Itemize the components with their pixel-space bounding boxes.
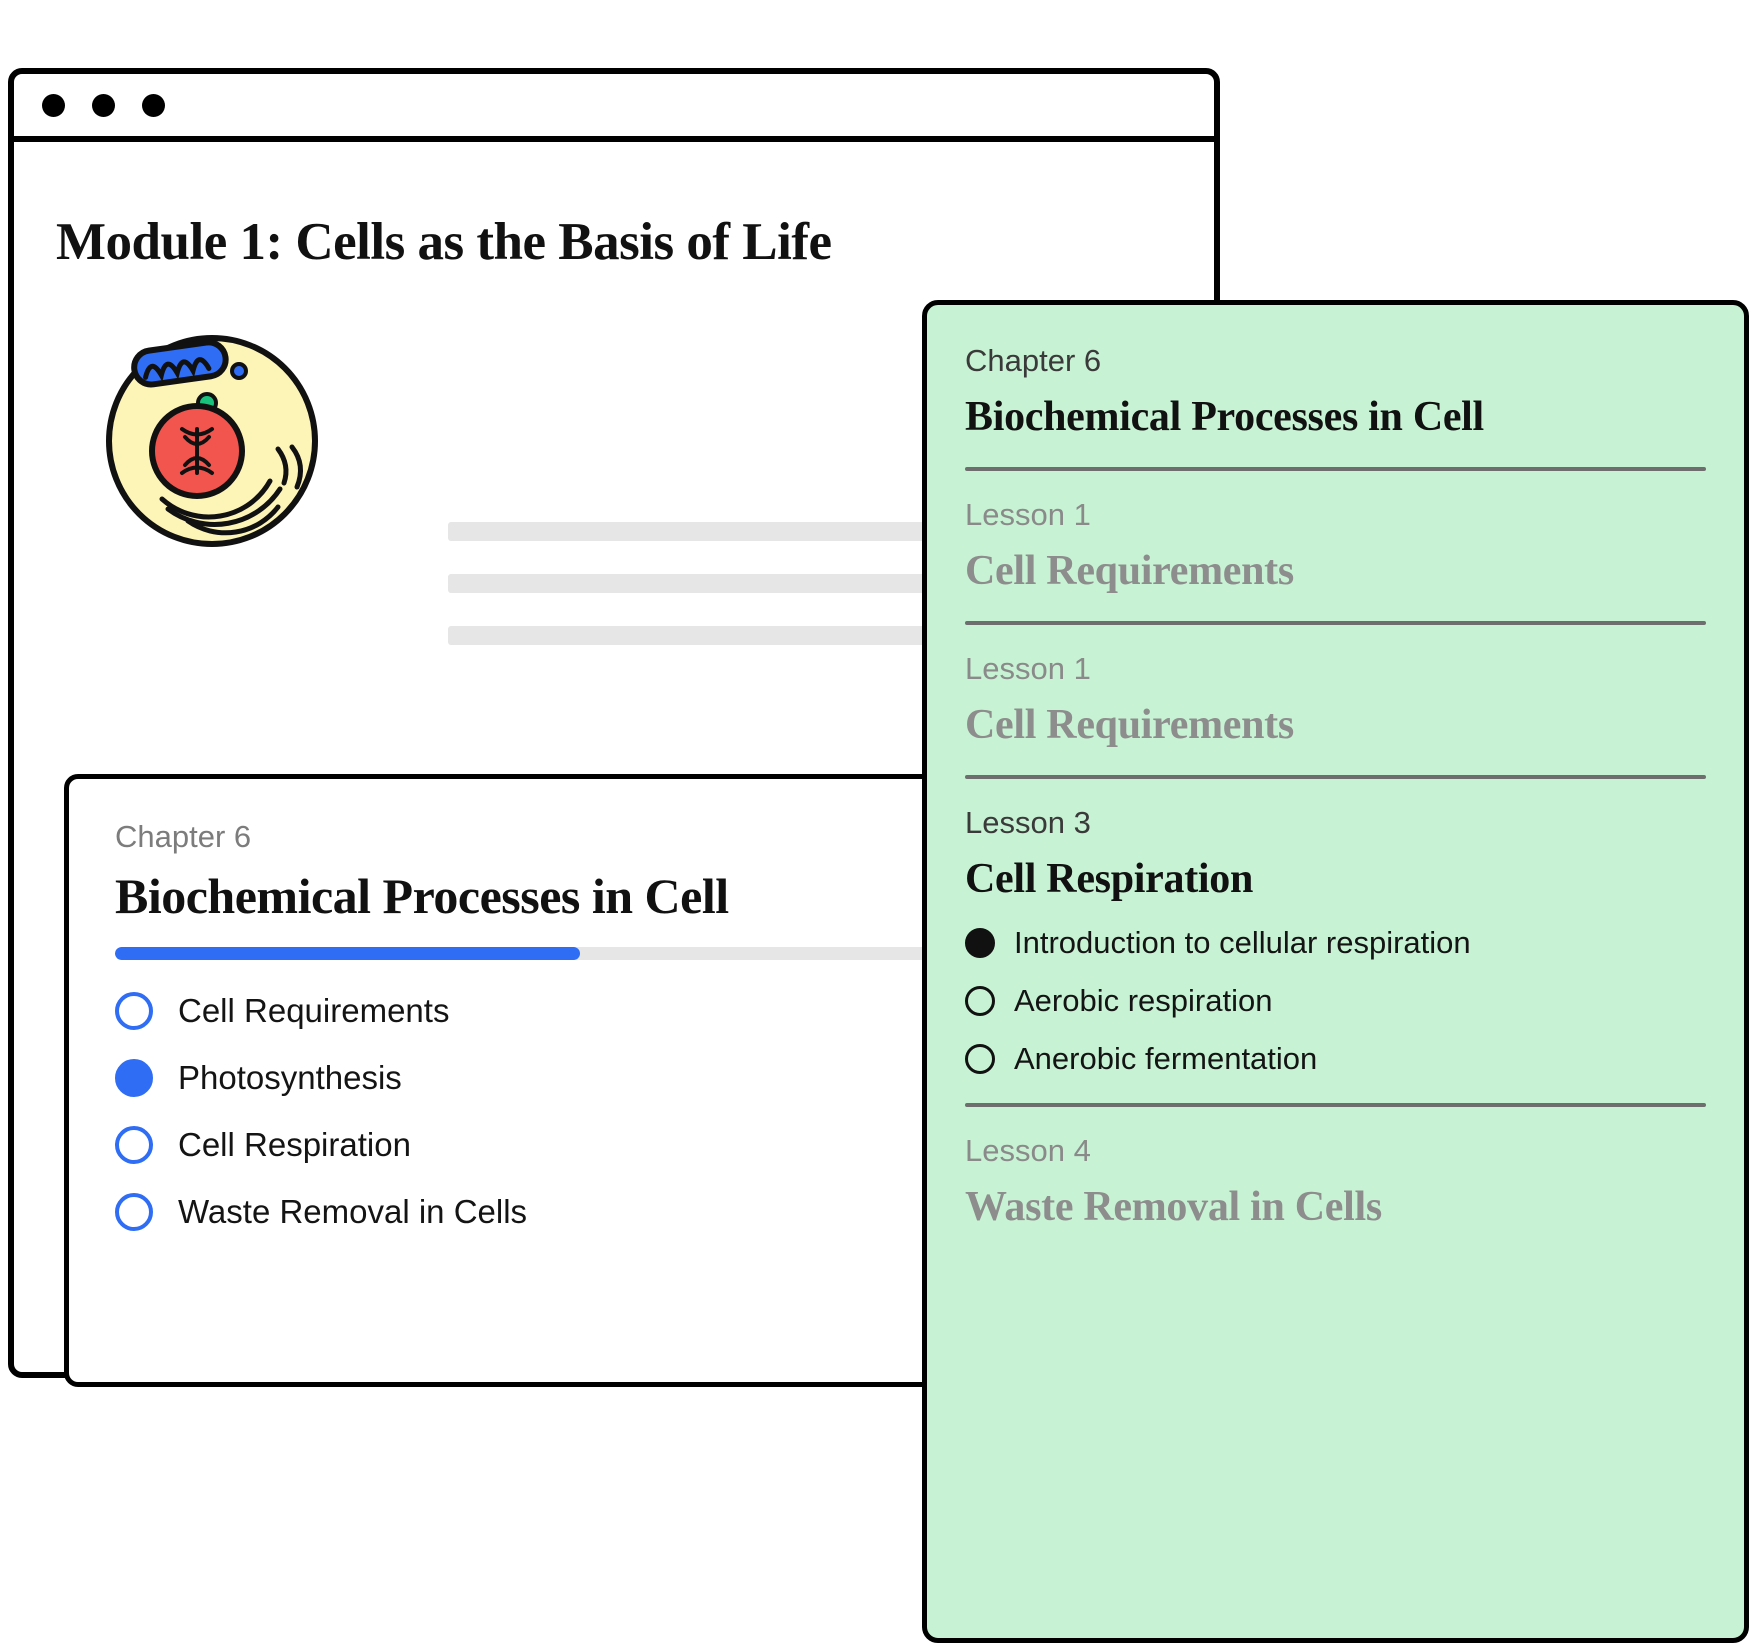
radio-selected-icon[interactable]	[965, 928, 995, 958]
lesson-section-eyebrow: Lesson 1	[965, 651, 1091, 686]
chapter-outline-panel	[922, 300, 1749, 1643]
radio-unselected-icon[interactable]	[115, 1193, 153, 1231]
radio-selected-icon[interactable]	[115, 1059, 153, 1097]
lesson-section[interactable]	[965, 651, 1706, 749]
radio-unselected-icon[interactable]	[965, 986, 995, 1016]
animal-cell-diagram	[102, 331, 322, 556]
lesson-section-title: Cell Respiration	[965, 856, 1254, 902]
page-title: Module 1: Cells as the Basis of Life	[56, 213, 832, 271]
sub-lesson-item[interactable]	[965, 983, 1706, 1019]
sub-lesson-item-label: Aerobic respiration	[1014, 983, 1273, 1018]
lesson-item-label: Cell Requirements	[178, 992, 450, 1029]
lesson-item-label: Photosynthesis	[178, 1059, 402, 1096]
lesson-section-eyebrow: Lesson 1	[965, 497, 1091, 532]
chapter-label: Chapter 6	[115, 819, 252, 854]
panel-chapter-label: Chapter 6	[965, 343, 1102, 378]
minimize-icon[interactable]	[92, 94, 115, 117]
radio-unselected-icon[interactable]	[115, 992, 153, 1030]
lesson-section-title: Waste Removal in Cells	[965, 1184, 1382, 1230]
lesson-section-title: Cell Requirements	[965, 702, 1294, 748]
lesson-sections	[965, 467, 1706, 1231]
lesson-item-label: Cell Respiration	[178, 1126, 411, 1163]
section-divider	[965, 1103, 1706, 1107]
lesson-item-label: Waste Removal in Cells	[178, 1193, 528, 1230]
lesson-section-eyebrow: Lesson 4	[965, 1133, 1091, 1168]
section-divider	[965, 775, 1706, 779]
window-titlebar	[14, 74, 1214, 142]
panel-chapter-title: Biochemical Processes in Cell	[965, 394, 1484, 440]
lesson-section[interactable]	[965, 805, 1706, 1077]
progress-bar-fill	[115, 947, 580, 960]
radio-unselected-icon[interactable]	[115, 1126, 153, 1164]
lesson-section-eyebrow: Lesson 3	[965, 805, 1091, 840]
close-icon[interactable]	[42, 94, 65, 117]
lesson-section[interactable]	[965, 1133, 1706, 1231]
radio-unselected-icon[interactable]	[965, 1044, 995, 1074]
section-divider	[965, 467, 1706, 471]
sub-lesson-item-label: Anerobic fermentation	[1014, 1041, 1318, 1076]
chapter-title: Biochemical Processes in Cell	[115, 868, 729, 924]
sub-lesson-item-label: Introduction to cellular respiration	[1014, 925, 1471, 960]
maximize-icon[interactable]	[142, 94, 165, 117]
sub-lesson-item[interactable]	[965, 1041, 1706, 1077]
section-divider	[965, 621, 1706, 625]
sub-lesson-list	[965, 925, 1706, 1077]
sub-lesson-item[interactable]	[965, 925, 1706, 961]
lesson-section-title: Cell Requirements	[965, 548, 1294, 594]
lesson-section[interactable]	[965, 497, 1706, 595]
